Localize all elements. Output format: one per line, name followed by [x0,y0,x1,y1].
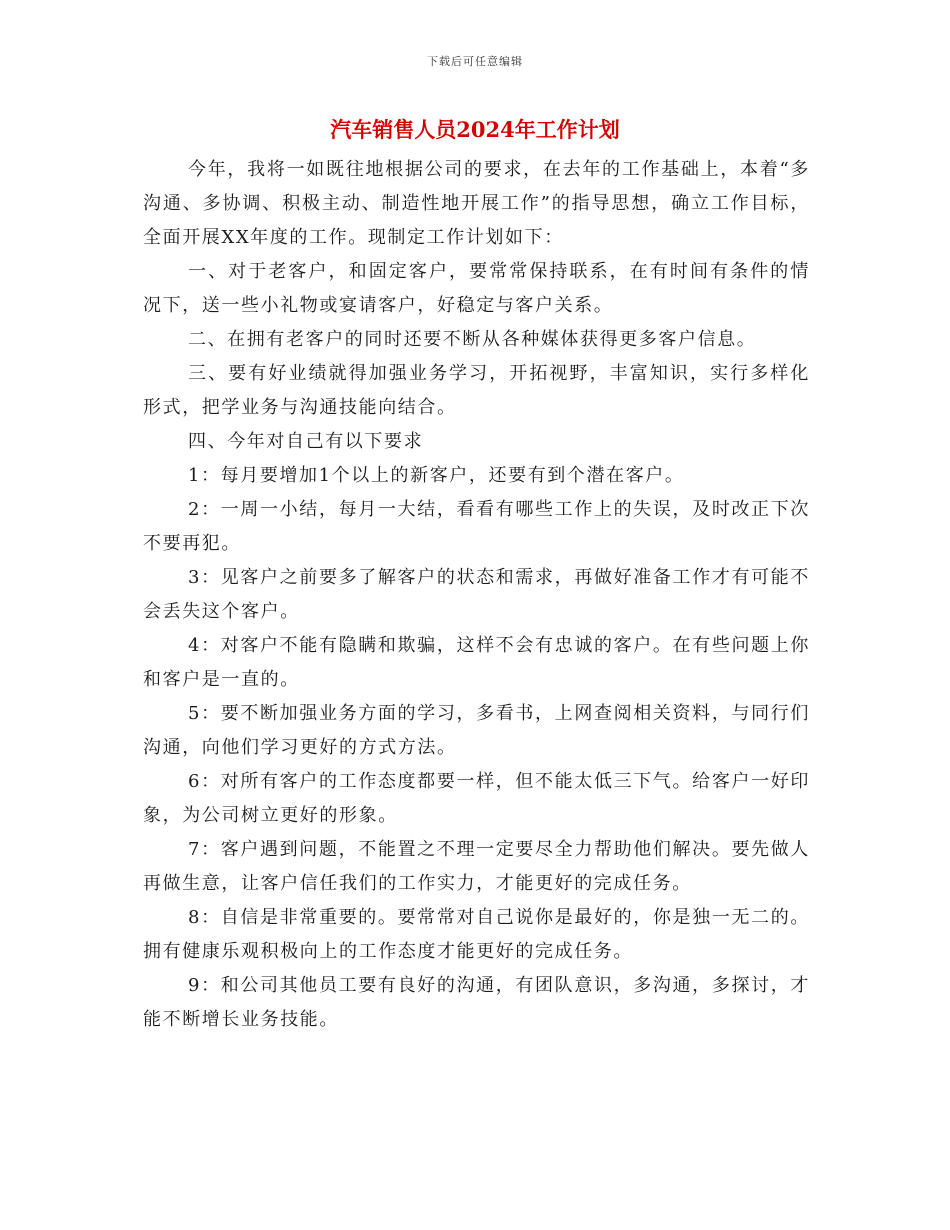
requirement-1: 1：每月要增加1个以上的新客户，还要有到个潜在客户。 [188,465,685,486]
paragraph-item-1: 一、对于老客户，和固定客户，要常常保持联系，在有时间有条件的情况下，送一些小礼物或宴请客户，好稳定与客户关系。 [143,261,810,316]
requirement-4: 4：对客户不能有隐瞒和欺骗，这样不会有忠诚的客户。在有些问题上你和客户是一直的。 [143,635,810,690]
paragraph-item-3: 三、要有好业绩就得加强业务学习，开拓视野，丰富知识，实行多样化形式，把学业务与沟通技能向结合。 [143,363,810,418]
requirement-9: 9：和公司其他员工要有良好的沟通，有团队意识，多沟通，多探讨，才能不断增长业务技能。 [143,975,810,1030]
requirement-3: 3：见客户之前要多了解客户的状态和需求，再做好准备工作才有可能不会丢失这个客户。 [143,567,810,622]
requirement-8: 8：自信是非常重要的。要常常对自己说你是最好的，你是独一无二的。拥有健康乐观积极向上的工作态度才能更好的完成任务。 [143,907,810,962]
document-body [143,153,810,1037]
requirement-7: 7：客户遇到问题，不能置之不理一定要尽全力帮助他们解决。要先做人再做生意，让客户信任我们的工作实力，才能更好的完成任务。 [143,839,810,894]
requirement-5: 5：要不断加强业务方面的学习，多看书，上网查阅相关资料，与同行们沟通，向他们学习更好的方式方法。 [143,703,810,758]
document-title: 汽车销售人员2024年工作计划 [330,117,620,142]
requirement-2: 2：一周一小结，每月一大结，看看有哪些工作上的失误，及时改正下次不要再犯。 [143,499,810,554]
requirement-6: 6：对所有客户的工作态度都要一样，但不能太低三下气。给客户一好印象，为公司树立更好的形象。 [143,771,810,826]
paragraph-item-2: 二、在拥有老客户的同时还要不断从各种媒体获得更多客户信息。 [188,329,757,350]
paragraph-item-4: 四、今年对自己有以下要求 [188,431,424,452]
page-header-note: 下载后可任意编辑 [427,55,523,68]
paragraph-intro: 今年，我将一如既往地根据公司的要求，在去年的工作基础上，本着“多沟通、多协调、积极主动、制造性地开展工作”的指导思想，确立工作目标，全面开展XX年度的工作。现制定工作计划如下： [143,159,810,248]
